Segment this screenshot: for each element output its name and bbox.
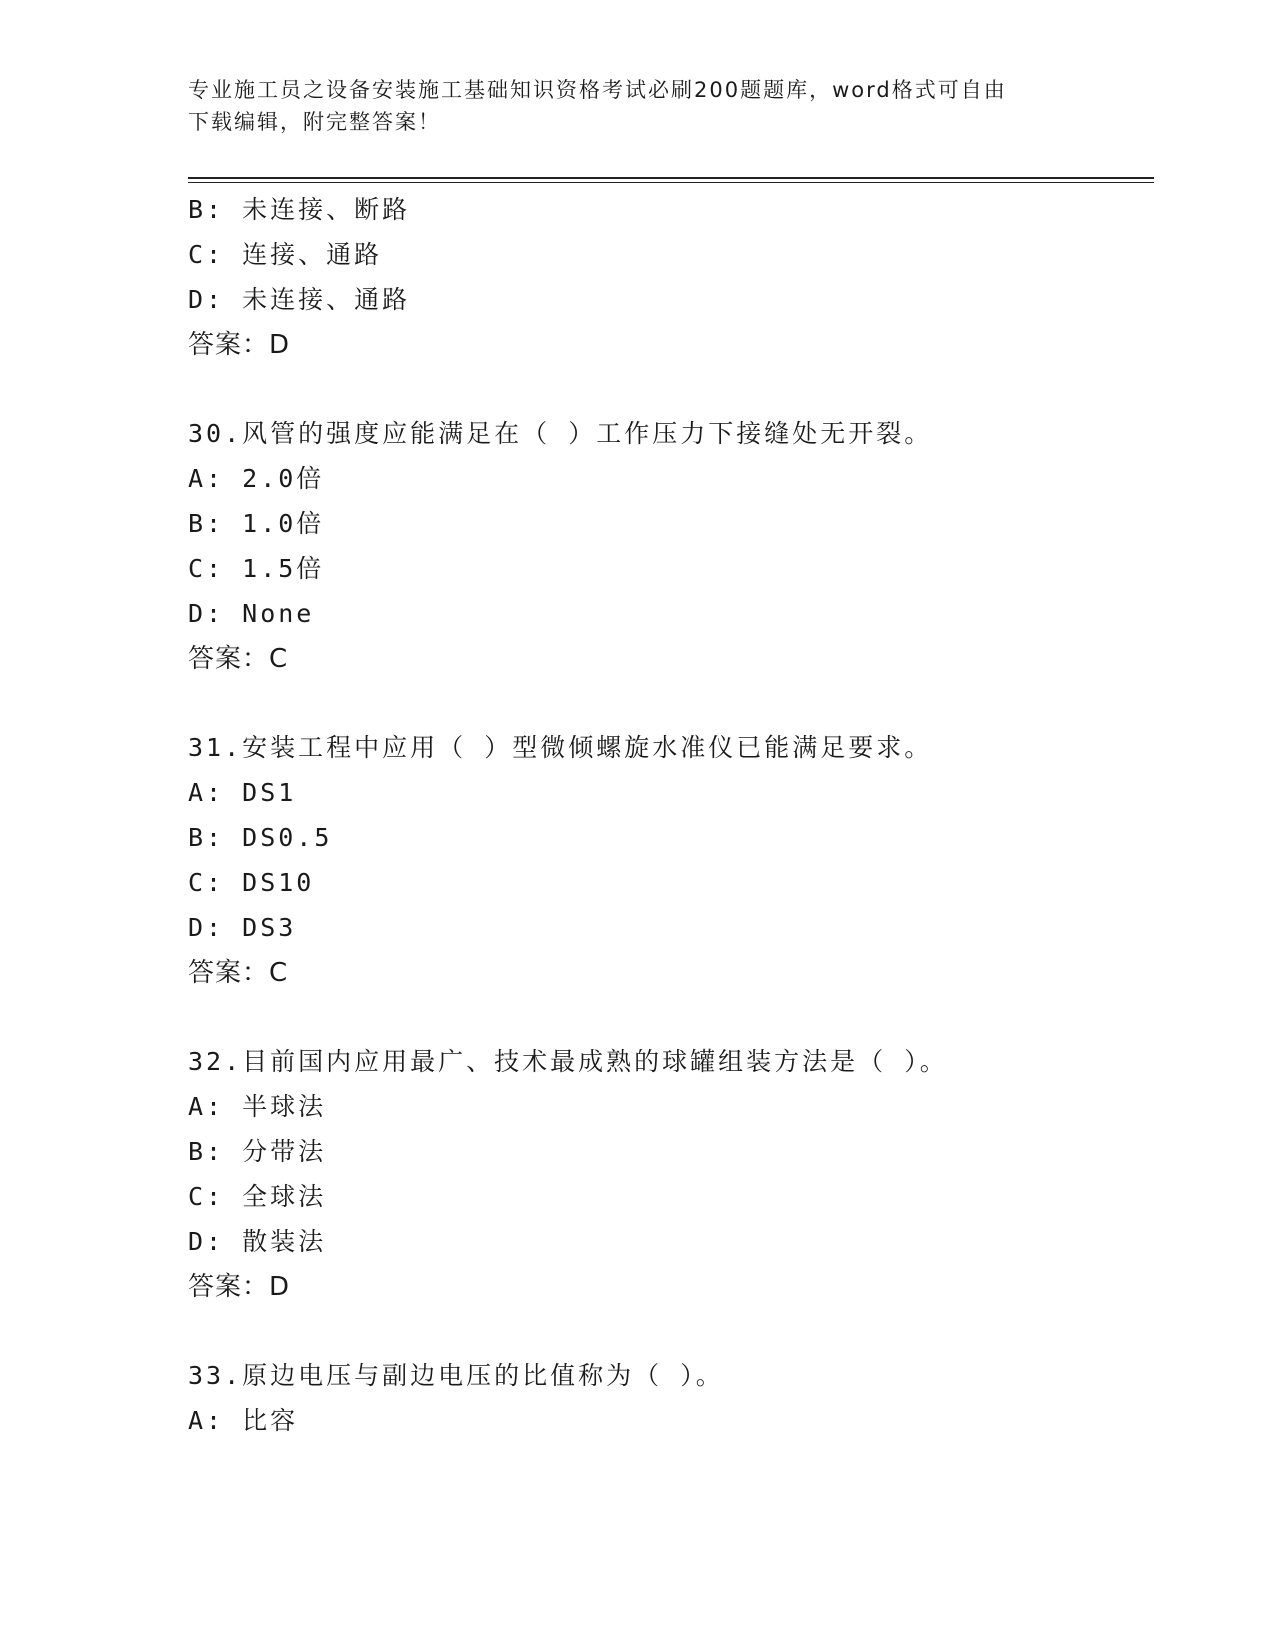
option-b: B: 分带法 <box>188 1137 327 1166</box>
option-d: D: None <box>188 599 315 628</box>
document-header <box>188 74 1088 138</box>
header-line-2: 下载编辑，附完整答案！ <box>188 110 441 134</box>
answer: 答案：D <box>188 1272 291 1302</box>
option-d: D: DS3 <box>188 913 297 942</box>
question-31: 31.安装工程中应用（ ）型微倾螺旋水准仪已能满足要求。 <box>188 733 933 762</box>
header-line-1: 专业施工员之设备安装施工基础知识资格考试必刷200题题库，word格式可自由 <box>188 78 1007 102</box>
option-b: B: 1.0倍 <box>188 509 325 538</box>
header-rule-thick <box>188 177 1154 179</box>
answer: 答案：C <box>188 958 289 988</box>
option-a: A: 半球法 <box>188 1092 327 1121</box>
header-rule-thin <box>188 182 1154 183</box>
option-a: A: DS1 <box>188 778 297 807</box>
answer: 答案：C <box>188 644 289 674</box>
option-c: C: 连接、通路 <box>188 240 383 269</box>
question-32: 32.目前国内应用最广、技术最成熟的球罐组装方法是（ ）。 <box>188 1047 948 1076</box>
option-c: C: 1.5倍 <box>188 554 325 583</box>
option-b: B: 未连接、断路 <box>188 195 411 224</box>
option-c: C: 全球法 <box>188 1182 327 1211</box>
option-c: C: DS10 <box>188 868 315 897</box>
option-a: A: 2.0倍 <box>188 464 325 493</box>
answer: 答案：D <box>188 330 291 360</box>
option-b: B: DS0.5 <box>188 823 333 852</box>
option-d: D: 散装法 <box>188 1227 327 1256</box>
question-30: 30.风管的强度应能满足在（ ）工作压力下接缝处无开裂。 <box>188 419 933 448</box>
question-33: 33.原边电压与副边电压的比值称为（ ）。 <box>188 1361 724 1390</box>
option-d: D: 未连接、通路 <box>188 285 411 314</box>
option-a: A: 比容 <box>188 1406 299 1435</box>
